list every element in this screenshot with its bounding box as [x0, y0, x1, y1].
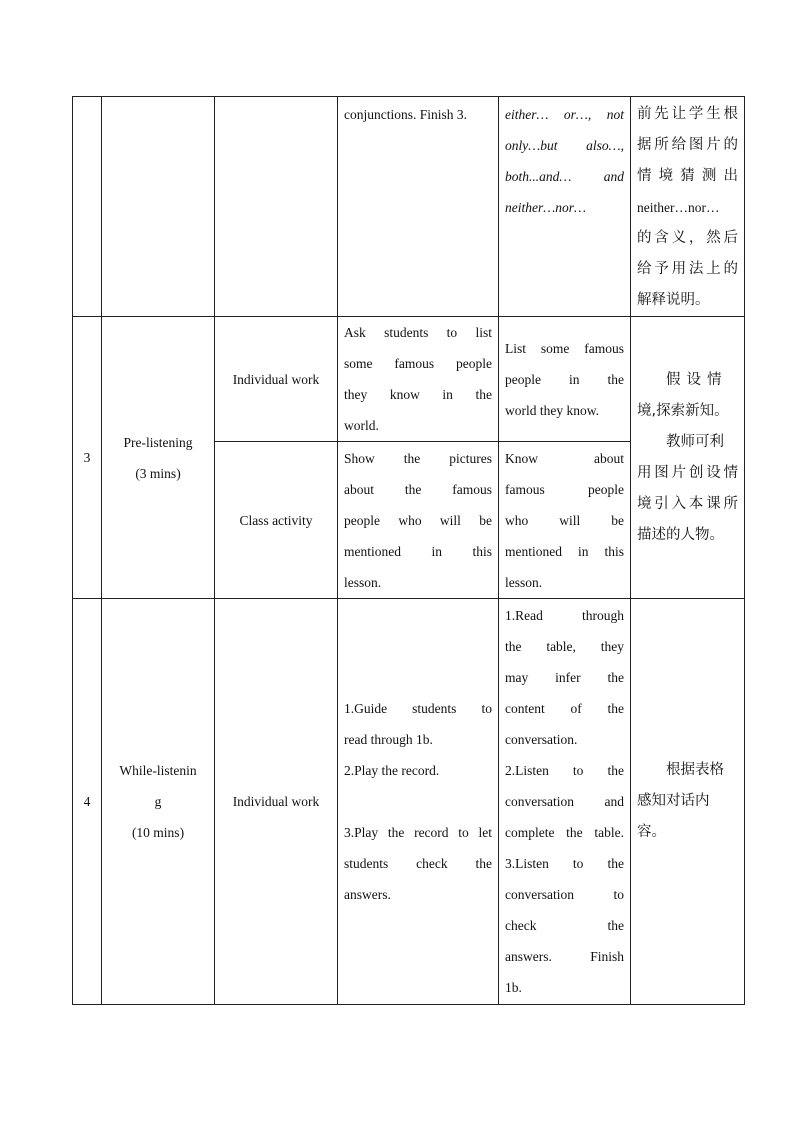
- table-row: [73, 97, 745, 317]
- student-activity-cell: [499, 442, 631, 599]
- teacher-line: 1.Guide students to: [344, 701, 492, 716]
- purpose-line: 给予用法上的: [637, 261, 738, 277]
- teacher-line: 2.Play the record.: [344, 763, 440, 778]
- table-row: [73, 599, 745, 1005]
- student-line: the table, they: [505, 639, 624, 654]
- teacher-line: Ask students to list: [344, 325, 492, 340]
- purpose-line: 描述的人物。: [637, 526, 724, 543]
- student-line: List some famous: [505, 340, 624, 356]
- purpose-cell: [631, 599, 745, 1005]
- student-line: people in the: [505, 371, 624, 387]
- stage-duration: (3 mins): [135, 465, 181, 481]
- purpose-line: 假设情: [666, 371, 728, 388]
- student-line: neither…nor…: [505, 200, 586, 215]
- student-line: lesson.: [505, 574, 543, 590]
- purpose-line: 教师可利: [666, 433, 724, 450]
- purpose-line: 用图片创设情: [637, 464, 738, 481]
- student-line: may infer the: [505, 670, 624, 685]
- teacher-line: Show the pictures: [344, 450, 492, 466]
- student-line: who will be: [505, 512, 624, 528]
- student-line: check the: [505, 918, 624, 933]
- student-activity-cell: [499, 97, 631, 317]
- teacher-line: 3.Play the record to let: [344, 825, 492, 840]
- table-row: [73, 317, 745, 442]
- teacher-line: mentioned in this: [344, 543, 492, 559]
- teacher-line: they know in the: [344, 387, 492, 402]
- stage-name-wrap: g: [154, 794, 162, 809]
- teacher-line: read through 1b.: [344, 732, 433, 747]
- teacher-line: lesson.: [344, 574, 382, 590]
- student-line: 1b.: [505, 980, 522, 995]
- student-line: content of the: [505, 701, 624, 716]
- stage-cell: [102, 599, 215, 1005]
- step-number: 4: [73, 599, 102, 1005]
- teacher-activity-cell: [338, 317, 499, 442]
- student-line: conversation.: [505, 732, 578, 747]
- teacher-line: conjunctions. Finish 3.: [344, 107, 468, 122]
- purpose-line: 据所给图片的: [637, 137, 738, 153]
- student-line: either… or…, not: [505, 107, 624, 122]
- step-number: 3: [73, 317, 102, 599]
- teacher-line: students check the: [344, 856, 492, 871]
- student-activity-cell: [499, 317, 631, 442]
- teacher-line: some famous people: [344, 356, 492, 371]
- teacher-line: about the famous: [344, 481, 492, 497]
- student-line: complete the table.: [505, 825, 624, 840]
- lesson-plan-table: [72, 96, 745, 1005]
- purpose-line: 境引入本课所: [637, 495, 738, 512]
- purpose-line: 情境猜测出: [637, 168, 738, 184]
- form-cell: Class activity: [215, 442, 338, 599]
- purpose-line: neither…nor…: [637, 200, 720, 215]
- purpose-line: 解释说明。: [637, 292, 710, 308]
- student-line: mentioned in this: [505, 543, 624, 559]
- teacher-line: answers.: [344, 887, 391, 902]
- stage-name: While-listenin: [119, 763, 197, 778]
- teacher-activity-cell: [338, 599, 499, 1005]
- teacher-activity-cell: [338, 442, 499, 599]
- student-line: 2.Listen to the: [505, 763, 624, 778]
- student-line: 1.Read through: [505, 608, 624, 623]
- step-cell: [73, 97, 102, 317]
- purpose-line: 境,探索新知。: [637, 402, 729, 419]
- purpose-cell: [631, 97, 745, 317]
- stage-cell: [102, 317, 215, 599]
- stage-name: Pre-listening: [123, 434, 193, 450]
- form-cell: Individual work: [215, 599, 338, 1005]
- teacher-line: world.: [344, 418, 379, 433]
- student-line: Know about: [505, 450, 624, 466]
- student-line: conversation and: [505, 794, 624, 809]
- purpose-line: 的含义，然后: [637, 230, 738, 246]
- purpose-line: 根据表格: [666, 762, 724, 778]
- student-line: conversation to: [505, 887, 624, 902]
- form-cell: Individual work: [215, 317, 338, 442]
- student-line: only…but also…,: [505, 138, 624, 153]
- student-line: world they know.: [505, 402, 599, 418]
- purpose-cell: [631, 317, 745, 599]
- student-line: answers. Finish: [505, 949, 624, 964]
- teacher-line-spacer: [344, 786, 492, 817]
- student-line: famous people: [505, 481, 624, 497]
- student-activity-cell: [499, 599, 631, 1005]
- teacher-activity-cell: [338, 97, 499, 317]
- student-line: 3.Listen to the: [505, 856, 624, 871]
- teacher-line: people who will be: [344, 512, 492, 528]
- form-cell: [215, 97, 338, 317]
- stage-duration: (10 mins): [131, 825, 185, 840]
- purpose-line: 前先让学生根: [637, 106, 738, 122]
- stage-cell: [102, 97, 215, 317]
- purpose-line: 感知对话内容。: [637, 793, 710, 840]
- student-line: both...and… and: [505, 169, 624, 184]
